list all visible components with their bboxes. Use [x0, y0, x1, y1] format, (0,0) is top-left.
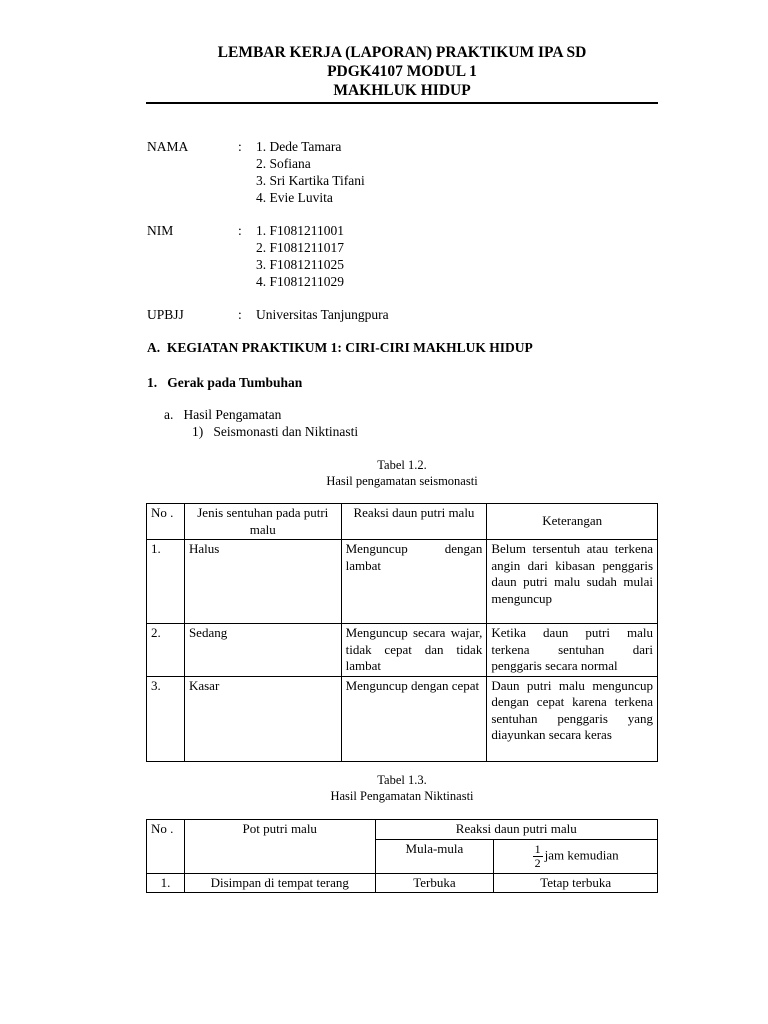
cell-mula-mula: Terbuka	[375, 873, 494, 893]
cell-no: 2.	[147, 624, 185, 677]
seismonasti-table	[146, 503, 658, 762]
cell-jenis: Kasar	[184, 676, 341, 761]
cell-no: 1.	[147, 540, 185, 624]
name-item: 1. Dede Tamara	[256, 139, 342, 154]
document-title	[146, 43, 658, 100]
title-line-3: MAKHLUK HIDUP	[333, 82, 471, 99]
jam-kemudian-label: jam kemudian	[544, 846, 619, 862]
nama-colon: :	[238, 139, 242, 154]
table-row	[147, 873, 658, 893]
header-reaksi-daun: Reaksi daun putri malu	[341, 504, 487, 540]
fraction-denominator: 2	[534, 855, 541, 870]
nim-item: 4. F1081211029	[256, 274, 345, 289]
cell-jenis: Halus	[184, 540, 341, 624]
nim-item: 3. F1081211025	[256, 257, 345, 272]
sub-heading-a1: 1) Seismonasti dan Niktinasti	[192, 424, 359, 439]
section-1-heading: 1. Gerak pada Tumbuhan	[147, 375, 303, 390]
table-row	[147, 624, 658, 677]
table2-caption	[146, 772, 658, 804]
niktinasti-table	[146, 819, 658, 893]
cell-no: 3.	[147, 676, 185, 761]
cell-no: 1.	[147, 873, 185, 893]
table-row	[147, 540, 658, 624]
cell-reaksi: Menguncup secara wajar, tidak cepat dan tidak lambat	[341, 624, 487, 677]
table1-caption-number: Tabel 1.2.	[377, 458, 427, 472]
nim-label: NIM	[147, 223, 174, 238]
table2-caption-number: Tabel 1.3.	[377, 773, 427, 787]
name-item: 2. Sofiana	[256, 156, 311, 171]
cell-keterangan: Ketika daun putri malu terkena sentuhan dari penggaris secara normal	[487, 624, 658, 677]
fraction-numerator: 1	[534, 841, 541, 856]
name-item: 3. Sri Kartika Tifani	[256, 173, 365, 188]
upbjj-colon: :	[238, 307, 242, 322]
table-header-row	[147, 820, 658, 840]
name-item: 4. Evie Luvita	[256, 190, 333, 205]
nim-colon: :	[238, 223, 242, 238]
header-pot-putri-malu: Pot putri malu	[184, 820, 375, 874]
table-header-row	[147, 504, 658, 540]
header-jenis-sentuhan: Jenis sentuhan pada putri malu	[184, 504, 341, 540]
header-no: No .	[147, 504, 185, 540]
cell-keterangan: Daun putri malu menguncup dengan cepat karena terkena sentuhan penggaris yang diayunkan secara keras	[487, 676, 658, 761]
title-divider	[146, 102, 658, 104]
nim-item: 1. F1081211001	[256, 223, 345, 238]
header-keterangan: Keterangan	[487, 504, 658, 540]
cell-jenis: Sedang	[184, 624, 341, 677]
cell-pot: Disimpan di tempat terang	[184, 873, 375, 893]
header-reaksi-daun: Reaksi daun putri malu	[375, 820, 657, 840]
table2-caption-title: Hasil Pengamatan Niktinasti	[330, 789, 474, 803]
table1-caption	[146, 457, 658, 489]
cell-reaksi: Menguncup dengan cepat	[341, 676, 487, 761]
section-a-heading: A. KEGIATAN PRAKTIKUM 1: CIRI-CIRI MAKHLUK HIDUP	[147, 340, 533, 355]
nim-item: 2. F1081211017	[256, 240, 345, 255]
cell-jam-kemudian: Tetap terbuka	[494, 873, 658, 893]
sub-heading-a: a. Hasil Pengamatan	[164, 407, 282, 422]
fraction-half	[533, 843, 543, 870]
header-no: No .	[147, 820, 185, 874]
title-line-2: PDGK4107 MODUL 1	[327, 63, 477, 80]
nama-label: NAMA	[147, 139, 189, 154]
cell-keterangan: Belum tersentuh atau terkena angin dari kibasan penggaris daun putri malu sudah mulai menguncup	[487, 540, 658, 624]
header-mula-mula: Mula-mula	[375, 839, 494, 873]
header-jam-kemudian	[494, 839, 658, 873]
title-line-1: LEMBAR KERJA (LAPORAN) PRAKTIKUM IPA SD	[217, 44, 587, 61]
table1-caption-title: Hasil pengamatan seismonasti	[326, 474, 478, 488]
cell-reaksi: Menguncup dengan lambat	[341, 540, 487, 624]
upbjj-label: UPBJJ	[147, 307, 184, 322]
table-row	[147, 676, 658, 761]
upbjj-value: Universitas Tanjungpura	[256, 307, 389, 322]
